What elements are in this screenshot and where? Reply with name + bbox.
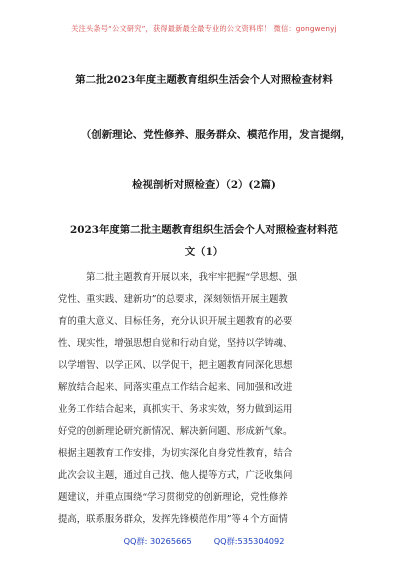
body-paragraph-line: 提高，联系服务群众，发挥先锋模范作用”等４个方面情 — [58, 514, 288, 525]
top-banner: 关注头条号“公文研究”，获得最新最全最专业的公文资料库！ 微信：gongwenyj — [71, 24, 337, 33]
body-paragraph-line: 此次会议主题，通过自己找、他人提等方式，广泛收集问 — [58, 470, 293, 481]
section-title-line-1: 2023年度第二批主题教育组织生活会个人对照检查材料范 — [70, 224, 338, 236]
footer-qq-groups — [0, 536, 408, 547]
body-paragraph-line: 第二批主题教育开展以来，我牢牢把握“学思想、强 — [86, 272, 298, 283]
footer-qq-group-2: QQ群:535304092 — [213, 536, 285, 546]
body-paragraph-line: 题建议，并重点围绕“学习贯彻党的创新理论，党性修养 — [58, 492, 288, 503]
document-title-line-2: （创新理论、党性修养、服务群众、模范作用，发言提纲， — [80, 129, 352, 141]
body-paragraph-line: 党性、重实践、建新功”的总要求，深刻领悟开展主题教 — [58, 294, 288, 305]
body-paragraph-line: 育的重大意义、目标任务，充分认识开展主题教育的必要 — [58, 316, 293, 327]
body-paragraph-line: 解放结合起来、同落实重点工作结合起来、同加强和改进 — [58, 382, 293, 393]
document-title-line-1: 第二批2023年度主题教育组织生活会个人对照检查材料 — [75, 74, 333, 86]
document-title-line-3: 检视剖析对照检查）（2）(2篇) — [132, 179, 276, 191]
section-title-line-2: 文（1） — [184, 246, 224, 258]
body-paragraph-line: 以学增智、以学正风、以学促干，把主题教育同深化思想 — [58, 360, 293, 371]
body-paragraph-line: 根据主题教育工作安排，为切实深化自身党性教育，结合 — [58, 448, 293, 459]
body-paragraph-line: 业务工作结合起来，真抓实干、务求实效，努力做到运用 — [58, 404, 293, 415]
body-paragraph-line: 好党的创新理论研究新情况、解决新问题、形成新气象。 — [58, 426, 293, 437]
footer-qq-group-1: QQ群: 30265665 — [123, 536, 192, 546]
body-paragraph-line: 性、现实性，增强思想自觉和行动自觉，坚持以学铸魂、 — [58, 338, 293, 349]
